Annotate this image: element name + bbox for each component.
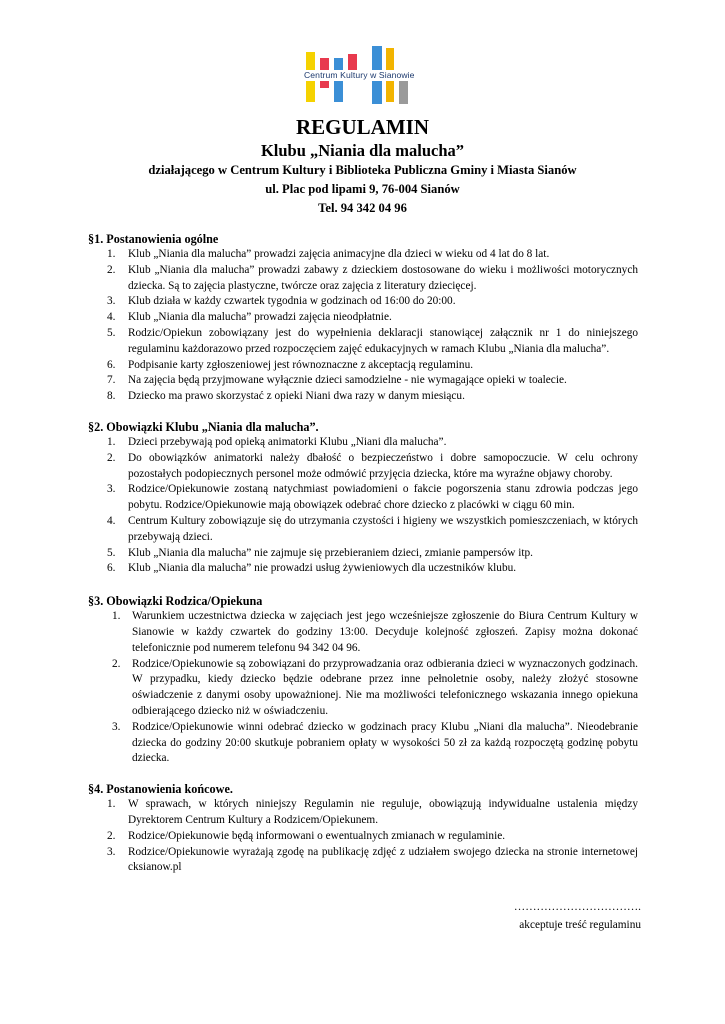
item-number: 7.	[107, 374, 116, 387]
item-text: Klub działa w każdy czwartek tygodnia w godzinach od 16:00 do 20:00.	[128, 295, 456, 308]
list-item	[88, 373, 638, 389]
document-title: REGULAMIN	[295, 115, 429, 139]
signature-block	[514, 898, 641, 934]
regulations-body	[88, 231, 638, 876]
item-number: 2.	[107, 451, 116, 464]
item-text: Dziecko ma prawo skorzystać z opieki Niani dwa razy w danym miesiącu.	[128, 390, 465, 403]
item-text: Podpisanie karty zgłoszeniowej jest równoznaczne z akceptacją regulaminu.	[128, 358, 474, 371]
list-item	[88, 561, 638, 577]
document-subtitle: Klubu „Niania dla malucha”	[260, 141, 465, 160]
section-4	[88, 781, 638, 876]
item-text: Klub „Niania dla malucha” nie zajmuje się przebieraniem dzieci, zmianie pampersów itp.	[128, 546, 533, 559]
item-text: Klub „Niania dla malucha” prowadzi zajęcia animacyjne dla dzieci w wieku od 4 lat do 8 lat.	[128, 248, 550, 260]
list-item	[88, 247, 638, 263]
section-2	[88, 419, 638, 577]
item-text: Rodzic/Opiekun zobowiązany jest do wypełnienia deklaracji stanowiącej załącznik nr 1 do niniejszego regulaminu każdorazowo przed rozpoczęciem zajęć edukacyjnych w ramach Klubu „Niania dla malucha”.	[128, 326, 638, 355]
logo	[300, 44, 420, 108]
list-item	[88, 310, 638, 326]
list-item	[88, 609, 638, 656]
item-number: 3.	[112, 720, 121, 733]
section-list	[88, 797, 638, 876]
item-text: W sprawach, w których niniejszy Regulamin nie reguluje, obowiązują indywidualne ustalenia między Dyrektorem Centrum Kultury a Rodzicem/Opiekunem.	[128, 798, 638, 826]
item-text: Rodzice/Opiekunowie są zobowiązani do przyprowadzania oraz odbierania dzieci w wyznaczonych godzinach. W przypadku, kiedy dziecko będzie odebrane przez inne pełnoletnie osoby, należy złożyć stosowne oświadczenie z danymi osoby upoważnionej. Nie ma możliwości telefonicznego wskazania innego opiekuna odbierającego dziecko niż w oświadczeniu.	[132, 657, 638, 717]
section-1	[88, 231, 638, 405]
item-text: Klub „Niania dla malucha” prowadzi zajęcia nieodpłatnie.	[128, 311, 392, 324]
list-item	[88, 326, 638, 358]
item-number: 6.	[107, 358, 116, 371]
item-number: 4.	[107, 311, 116, 324]
item-number: 6.	[107, 562, 116, 575]
section-heading: §4. Postanowienia końcowe.	[88, 782, 233, 797]
section-heading: §2. Obowiązki Klubu „Niania dla malucha”.	[88, 419, 319, 434]
section-list	[88, 609, 638, 767]
section-heading: §1. Postanowienia ogólne	[88, 232, 219, 246]
item-number: 2.	[112, 657, 121, 670]
list-item	[88, 720, 638, 767]
list-item	[88, 845, 638, 877]
item-number: 1.	[112, 610, 121, 623]
item-text: Rodzice/Opiekunowie wyrażają zgodę na publikację zdjęć z udziałem swojego dziecka na stronie internetowej cksianow.pl	[128, 845, 638, 874]
list-item	[88, 829, 638, 845]
list-item	[88, 358, 638, 374]
item-number: 3.	[107, 845, 116, 858]
item-number: 8.	[107, 390, 116, 403]
logo-text: Centrum Kultury w Sianowie	[304, 70, 418, 81]
item-text: Dzieci przebywają pod opieką animatorki Klubu „Niani dla malucha”.	[128, 435, 447, 448]
item-text: Warunkiem uczestnictwa dziecka w zajęciach jest jego wcześniejsze zgłoszenie do Biura Centrum Kultury w Sianowie w każdy czwartek do godziny 13:00. Decyduje kolejność zgłoszeń. Zapisy można dokonać telefonicznie pod numerem telefonu 94 342 04 96.	[132, 610, 638, 654]
list-item	[88, 546, 638, 562]
item-text: Rodzice/Opiekunowie będą informowani o ewentualnych zmianach w regulaminie.	[128, 829, 506, 842]
signature-label: akceptuje treść regulaminu	[519, 919, 641, 931]
item-text: Na zajęcia będą przyjmowane wyłącznie dzieci samodzielne - nie wymagające opieki w toalecie.	[128, 374, 567, 387]
list-item	[88, 435, 638, 451]
item-text: Klub „Niania dla malucha” prowadzi zabawy z dzieckiem dostosowane do wieku i możliwości motorycznych dziecka. Są to zajęcia plastyczne, twórcze oraz zajęcia z literatury dziecięcej.	[128, 263, 638, 292]
list-item	[88, 294, 638, 310]
list-item	[88, 657, 638, 720]
logo-bar-grey	[399, 78, 408, 104]
signature-line: …………………………….	[513, 901, 641, 913]
item-text: Rodzice/Opiekunowie winni odebrać dziecko w godzinach pracy Klubu „Niani dla malucha”. Nieodebranie dziecka do godziny 20:00 skutkuje pobraniem opłaty w wysokości 50 zł za każdą rozpoczętą godzinę pobytu dziecka.	[132, 720, 638, 765]
header-phone: Tel. 94 342 04 96	[318, 201, 407, 215]
item-text: Klub „Niania dla malucha” nie prowadzi usług żywieniowych dla uczestników klubu.	[128, 562, 517, 575]
list-item	[88, 514, 638, 546]
item-number: 5.	[107, 546, 116, 559]
item-text: Rodzice/Opiekunowie zostaną natychmiast powiadomieni o fakcie pogorszenia stanu zdrowia podczas jego pobytu. Rodzice/Opiekunowie mają obowiązek odebrać chore dziecko z placówki w ciągu 60 min.	[128, 483, 638, 512]
list-item	[88, 263, 638, 295]
item-number: 3.	[107, 295, 116, 308]
list-item	[88, 389, 638, 405]
section-heading: §3. Obowiązki Rodzica/Opiekuna	[88, 594, 263, 609]
item-number: 1.	[107, 798, 116, 811]
item-text: Do obowiązków animatorki należy dbałość o bezpieczeństwo i dobre samopoczucie. W celu ochrony pozostałych podopiecznych personel może odmówić przyjęcia dziecka, które ma wyraźne objawy choroby.	[128, 451, 638, 480]
item-number: 1.	[107, 435, 116, 448]
header-address: ul. Plac pod lipami 9, 76-004 Sianów	[265, 182, 460, 196]
section-3	[88, 593, 638, 767]
section-list	[88, 247, 638, 405]
item-number: 2.	[107, 829, 116, 842]
item-number: 1.	[107, 248, 116, 260]
item-number: 2.	[107, 263, 116, 276]
item-text: Centrum Kultury zobowiązuje się do utrzymania czystości i higieny we wszystkich pomieszczeniach, w których przebywają dzieci.	[128, 514, 638, 543]
list-item	[88, 797, 638, 829]
item-number: 4.	[107, 514, 116, 527]
item-number: 3.	[107, 483, 116, 496]
section-list	[88, 435, 638, 577]
header-institution: działającego w Centrum Kultury i Biblioteka Publiczna Gminy i Miasta Sianów	[148, 163, 577, 177]
list-item	[88, 482, 638, 514]
list-item	[88, 451, 638, 483]
document-header	[0, 114, 725, 218]
item-number: 5.	[107, 326, 116, 339]
